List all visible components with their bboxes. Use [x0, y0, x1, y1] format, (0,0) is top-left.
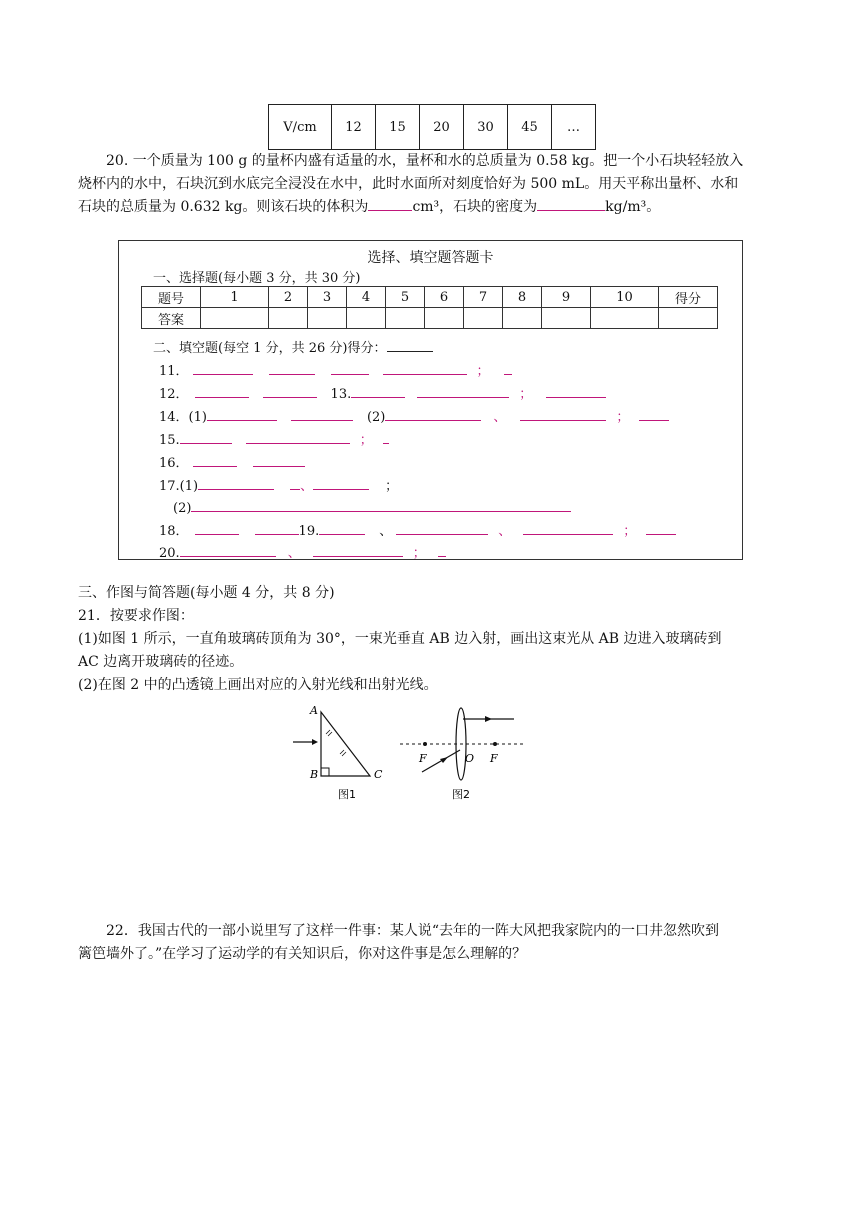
answer-blank[interactable] — [537, 196, 605, 211]
separator: ； — [385, 479, 399, 494]
q20-line3 — [78, 196, 784, 219]
answer-blank[interactable] — [383, 429, 389, 444]
answer-blank[interactable] — [195, 520, 239, 535]
right-angle-mark — [321, 768, 329, 776]
figure-caption-1: 图1 — [338, 788, 356, 801]
row-17-2 — [173, 497, 571, 516]
q22-line2: 篱笆墙外了。”在学习了运动学的有关知识后，你对这件事是怎么理解的？ — [78, 946, 527, 962]
table-header: 4 — [347, 287, 386, 308]
table-cell: V/cm — [269, 105, 332, 150]
answer-cell[interactable] — [542, 308, 591, 329]
q22-line1: 22．我国古代的一部小说里写了这样一件事：某人说“去年的一阵大风把我家院内的一口井忽然吹到 — [106, 923, 719, 939]
answer-blank[interactable] — [180, 542, 276, 557]
answer-cell[interactable] — [464, 308, 503, 329]
row-20 — [159, 542, 446, 561]
q20-line2: 烧杯内的水中，石块沉到水底完全浸没在水中，此时水面所对刻度恰好为 500 mL。用天平称出量杯、水和 — [78, 176, 739, 192]
row-number: 12． — [159, 387, 189, 402]
row-17-1 — [159, 475, 398, 494]
answer-blank[interactable] — [253, 452, 305, 467]
choice-answer-table — [141, 286, 718, 329]
answer-blank[interactable] — [180, 429, 232, 444]
answer-blank[interactable] — [313, 475, 369, 490]
incident-ray-line — [422, 750, 460, 772]
row-14 — [159, 406, 669, 425]
answer-blank[interactable] — [195, 383, 249, 398]
separator: 、 — [287, 546, 301, 561]
answer-blank[interactable] — [263, 383, 317, 398]
section-choice-title: 一、选择题(每小题 3 分，共 30 分) — [153, 271, 361, 286]
table-header: 题号 — [142, 287, 201, 308]
answer-cell[interactable] — [201, 308, 269, 329]
answer-blank[interactable] — [193, 360, 253, 375]
answer-blank[interactable] — [504, 360, 512, 375]
separator: ； — [623, 524, 637, 539]
row-number: 13. — [330, 387, 352, 402]
table-header: 8 — [503, 287, 542, 308]
separator: 、 — [300, 479, 314, 494]
answer-blank[interactable] — [520, 406, 606, 421]
separator: ； — [616, 410, 630, 425]
q21-title: 21．按要求作图： — [78, 608, 194, 624]
prism-triangle — [321, 712, 370, 776]
row-number: 11． — [159, 364, 189, 379]
label-F-right: F — [490, 752, 498, 765]
separator: ； — [359, 433, 373, 448]
volume-table — [268, 104, 596, 150]
label-A: A — [310, 704, 318, 717]
focus-point-left — [423, 742, 427, 746]
answer-blank[interactable] — [383, 360, 467, 375]
answer-cell[interactable] — [347, 308, 386, 329]
answer-blank[interactable] — [319, 520, 365, 535]
answer-blank[interactable] — [255, 520, 299, 535]
answer-blank[interactable] — [417, 383, 509, 398]
table-header: 1 — [201, 287, 269, 308]
table-cell: 12 — [332, 105, 376, 150]
table-header: 3 — [308, 287, 347, 308]
label-B: B — [310, 768, 319, 781]
answer-cell[interactable] — [308, 308, 347, 329]
q20-unit2: kg/m³。 — [605, 199, 661, 215]
answer-cell[interactable] — [591, 308, 659, 329]
answer-label: 答案 — [142, 308, 201, 329]
section-fill-label: 二、填空题(每空 1 分，共 26 分)得分： — [153, 341, 387, 356]
table-cell: … — [552, 105, 596, 150]
answer-cell[interactable] — [503, 308, 542, 329]
table-header: 5 — [386, 287, 425, 308]
answer-blank[interactable] — [438, 542, 446, 557]
separator: ； — [519, 387, 533, 402]
answer-blank[interactable] — [646, 520, 676, 535]
answer-blank[interactable] — [546, 383, 606, 398]
row-15 — [159, 429, 389, 448]
lens-figure — [400, 708, 526, 801]
answer-blank[interactable] — [385, 406, 481, 421]
table-cell: 15 — [376, 105, 420, 150]
table-header: 6 — [425, 287, 464, 308]
q20-line1: 20. 一个质量为 100 g 的量杯内盛有适量的水，量杯和水的总质量为 0.58 kg。把一个小石块轻轻放入 — [106, 153, 744, 169]
answer-blank[interactable] — [368, 196, 412, 211]
row-number: 17.(1) — [159, 479, 199, 494]
answer-blank[interactable] — [313, 542, 403, 557]
answer-blank[interactable] — [198, 475, 274, 490]
label-O: O — [465, 752, 475, 765]
separator: ； — [476, 364, 490, 379]
row-18-19 — [159, 520, 676, 539]
row-subnumber: (2) — [173, 501, 192, 516]
answer-blank[interactable] — [523, 520, 613, 535]
row-12-13 — [159, 383, 606, 402]
arrow-head-icon — [312, 739, 318, 745]
row-number: 19. — [298, 524, 320, 539]
separator: 、 — [498, 524, 512, 539]
separator: 、 — [493, 410, 507, 425]
answer-blank[interactable] — [331, 360, 369, 375]
row-number: 16． — [159, 456, 189, 471]
arrow-head-icon — [485, 716, 492, 722]
row-subnumber: (2) — [366, 410, 386, 425]
answer-blank[interactable] — [351, 383, 405, 398]
row-number: 14．(1) — [159, 410, 207, 425]
answer-blank[interactable] — [269, 360, 315, 375]
table-header: 10 — [591, 287, 659, 308]
table-header: 得分 — [659, 287, 718, 308]
table-cell: 30 — [464, 105, 508, 150]
section-fill-title — [153, 337, 433, 356]
q21-1-line2: AC 边离开玻璃砖的径迹。 — [78, 654, 244, 670]
table-cell: 20 — [420, 105, 464, 150]
score-blank[interactable] — [387, 337, 433, 352]
answer-cell[interactable] — [269, 308, 308, 329]
answer-card — [118, 240, 743, 560]
optics-figures — [288, 702, 528, 802]
focus-point-right — [493, 742, 497, 746]
row-16 — [159, 452, 305, 471]
row-number: 18． — [159, 524, 189, 539]
answer-blank[interactable] — [291, 406, 353, 421]
answer-blank[interactable] — [290, 475, 300, 490]
row-11 — [159, 360, 512, 379]
q20-unit1: cm³，石块的密度为 — [412, 199, 538, 215]
table-header: 9 — [542, 287, 591, 308]
label-F-left: F — [419, 752, 427, 765]
answer-cell[interactable] — [386, 308, 425, 329]
row-number: 15. — [159, 433, 180, 448]
label-C: C — [374, 768, 383, 781]
table-header: 7 — [464, 287, 503, 308]
q21-1-line1: (1)如图 1 所示，一直角玻璃砖顶角为 30°，一束光垂直 AB 边入射，画出这束光从 AB 边进入玻璃砖到 — [78, 631, 722, 647]
table-cell: 45 — [508, 105, 552, 150]
arrow-head-icon — [440, 757, 448, 763]
table-header: 2 — [269, 287, 308, 308]
score-cell[interactable] — [659, 308, 718, 329]
q20-text: 石块的总质量为 0.632 kg。则该石块的体积为 — [78, 199, 369, 215]
row-number: 20. — [159, 546, 180, 561]
section3-title: 三、作图与简答题(每小题 4 分，共 8 分) — [78, 585, 335, 601]
separator: ； — [412, 546, 426, 561]
figure-caption-2: 图2 — [452, 788, 470, 801]
answer-blank[interactable] — [191, 497, 571, 512]
answer-cell[interactable] — [425, 308, 464, 329]
answer-blank[interactable] — [193, 452, 237, 467]
separator: 、 — [379, 524, 393, 539]
answer-blank[interactable] — [246, 429, 350, 444]
q21-2: (2)在图 2 中的凸透镜上画出对应的入射光线和出射光线。 — [78, 677, 438, 693]
answer-blank[interactable] — [639, 406, 669, 421]
answer-blank[interactable] — [207, 406, 277, 421]
answer-blank[interactable] — [396, 520, 488, 535]
prism-figure — [293, 704, 383, 801]
card-title: 选择、填空题答题卡 — [367, 250, 494, 266]
